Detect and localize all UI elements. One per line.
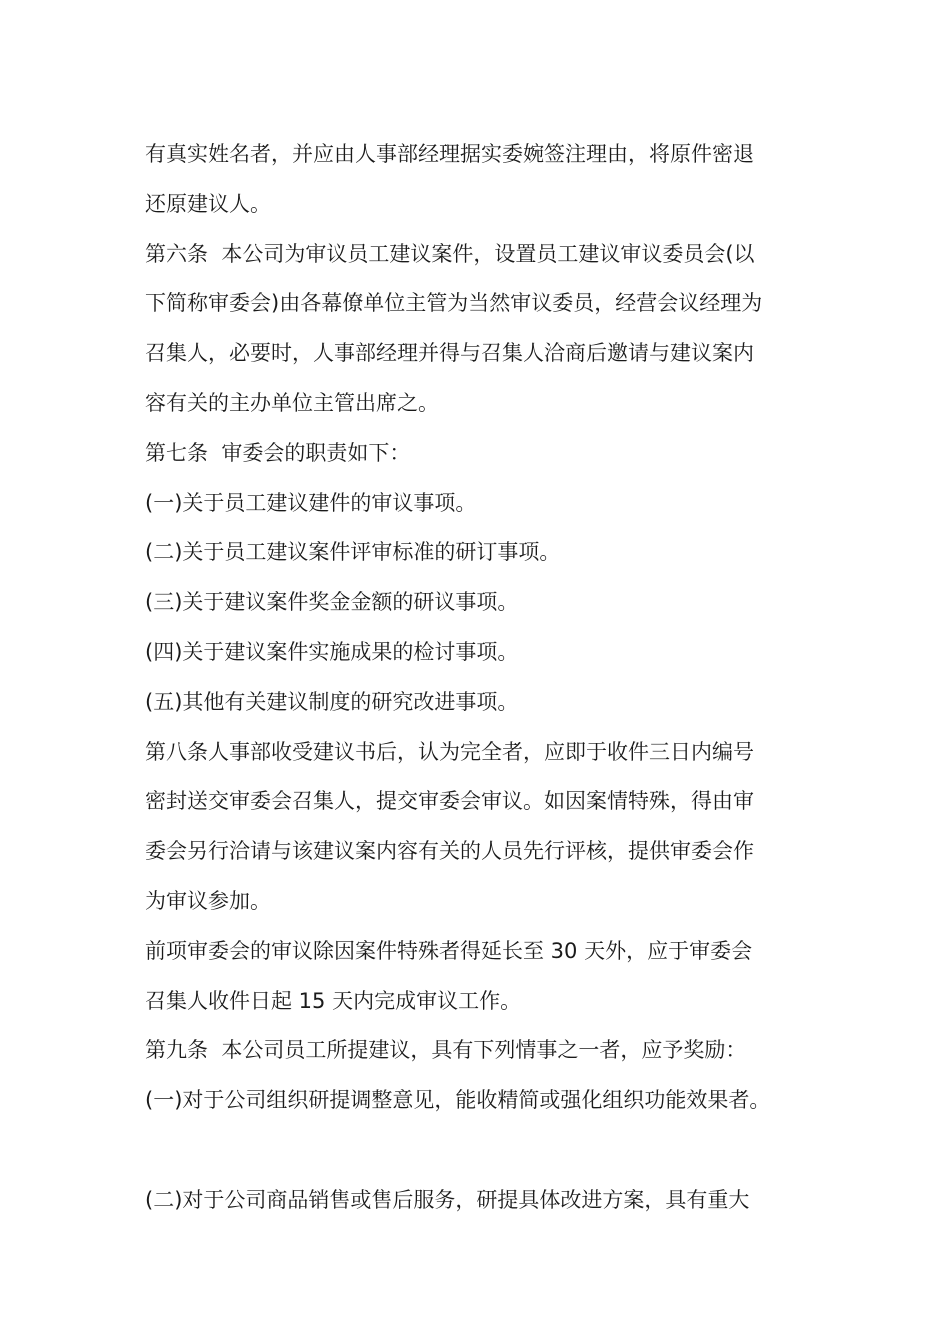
text-line: 委会另行洽请与该建议案内容有关的人员先行评核，提供审委会作 <box>145 839 754 864</box>
text-line: 还原建议人。 <box>145 191 271 216</box>
list-item: (二)对于公司商品销售或售后服务，研提具体改进方案，具有重大 <box>145 1187 750 1212</box>
list-item: (四)关于建议案件实施成果的检讨事项。 <box>145 639 519 664</box>
text-line: 密封送交审委会召集人，提交审委会审议。如因案情特殊，得由审 <box>145 789 754 814</box>
text-line: 容有关的主办单位主管出席之。 <box>145 390 439 415</box>
list-item: (一)关于员工建议建件的审议事项。 <box>145 490 477 515</box>
text-line: 召集人，必要时，人事部经理并得与召集人洽商后邀请与建议案内 <box>145 341 754 366</box>
list-item: (五)其他有关建议制度的研究改进事项。 <box>145 689 519 714</box>
text-line: 有真实姓名者，并应由人事部经理据实委婉签注理由，将原件密退 <box>145 142 754 166</box>
text-line: 下简称审委会)由各幕僚单位主管为当然审议委员，经营会议经理为 <box>145 291 763 316</box>
text-line: 为审议参加。 <box>145 888 271 913</box>
list-item: (二)关于员工建议案件评审标准的研订事项。 <box>145 540 561 565</box>
text-line: 召集人收件日起 15 天内完成审议工作。 <box>145 988 522 1013</box>
list-item: (三)关于建议案件奖金金额的研议事项。 <box>145 590 519 615</box>
article-8-line: 第八条人事部收受建议书后，认为完全者，应即于收件三日内编号 <box>145 739 754 764</box>
document-body <box>145 130 845 1226</box>
article-9-line: 第九条 本公司员工所提建议，具有下列情事之一者，应予奖励： <box>145 1038 747 1063</box>
article-6-line: 第六条 本公司为审议员工建议案件，设置员工建议审议委员会(以 <box>145 241 755 266</box>
text-line: 前项审委会的审议除因案件特殊者得延长至 30 天外，应于审委会 <box>145 938 753 963</box>
list-item: (一)对于公司组织研提调整意见，能收精简或强化组织功能效果者。 <box>145 1088 771 1113</box>
article-7-line: 第七条 审委会的职责如下： <box>145 440 411 465</box>
blank-line <box>145 1126 845 1176</box>
